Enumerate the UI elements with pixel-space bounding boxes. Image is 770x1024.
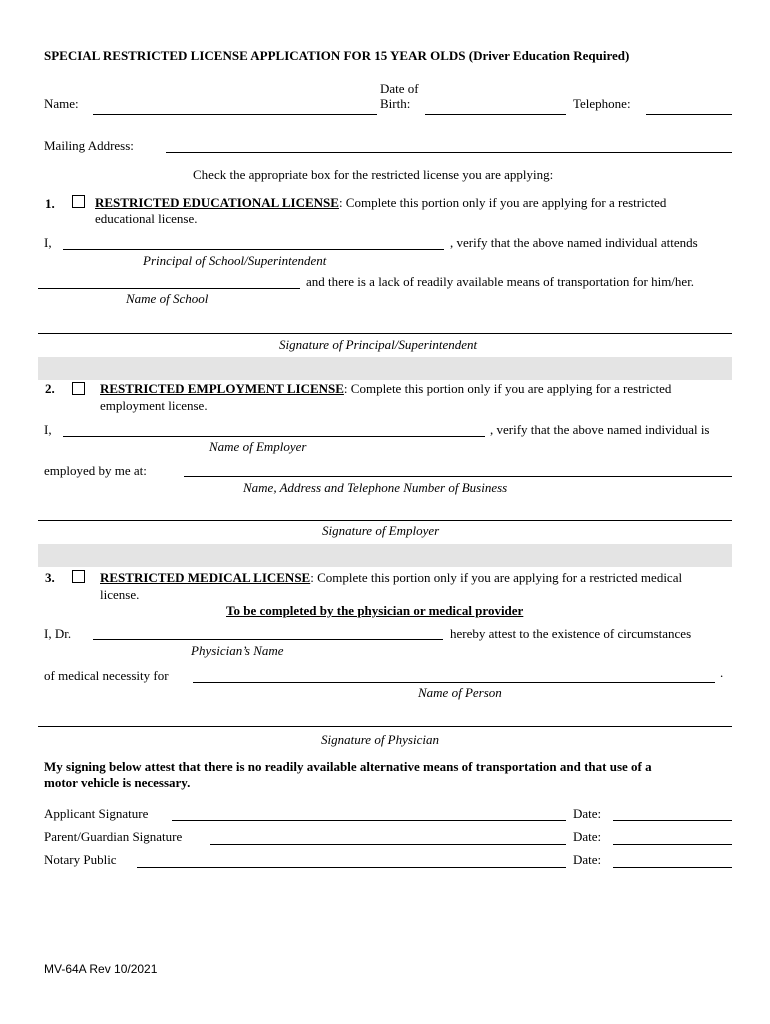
principal-signature-line[interactable] — [38, 333, 732, 334]
medical-description-cont: license. — [100, 587, 140, 602]
educational-license-heading: RESTRICTED EDUCATIONAL LICENSE — [95, 195, 339, 210]
applicant-date-input[interactable] — [613, 805, 732, 821]
educational-i-label: I, — [44, 235, 52, 250]
applicant-date-label: Date: — [573, 806, 602, 821]
patient-name-input[interactable] — [193, 667, 715, 683]
name-input[interactable] — [93, 99, 377, 115]
notary-date-input[interactable] — [613, 852, 732, 868]
employment-description-cont: employment license. — [100, 398, 208, 413]
applicant-signature-label: Applicant Signature — [44, 806, 149, 821]
business-info-input[interactable] — [184, 461, 732, 477]
telephone-input[interactable] — [646, 99, 732, 115]
principal-name-input[interactable] — [63, 234, 444, 250]
section-divider-band — [38, 357, 732, 380]
form-title: SPECIAL RESTRICTED LICENSE APPLICATION FOR 15 YEAR OLDS (Driver Education Required) — [44, 48, 630, 63]
notary-signature-input[interactable] — [137, 852, 566, 868]
physician-subheading: To be completed by the physician or medical provider — [226, 603, 524, 618]
employed-at-label: employed by me at: — [44, 463, 147, 478]
employment-license-checkbox[interactable] — [72, 382, 85, 395]
medical-license-checkbox[interactable] — [72, 570, 85, 583]
medical-license-heading: RESTRICTED MEDICAL LICENSE — [100, 570, 311, 585]
educational-verify-text: , verify that the above named individual attends — [450, 235, 698, 250]
sentence-period: . — [720, 665, 724, 680]
physician-signature-line[interactable] — [38, 726, 732, 727]
attest-text: hereby attest to the existence of circumstances — [450, 626, 692, 641]
name-label: Name: — [44, 96, 79, 111]
section-1-number: 1. — [45, 196, 55, 211]
physician-name-input[interactable] — [93, 624, 443, 640]
school-name-input[interactable] — [38, 273, 300, 289]
employer-name-input[interactable] — [63, 421, 485, 437]
mailing-address-label: Mailing Address: — [44, 138, 134, 153]
medical-heading-row — [100, 570, 682, 585]
educational-description-cont: educational license. — [95, 211, 198, 226]
dr-label: I, Dr. — [44, 626, 72, 641]
section-divider-band — [38, 544, 732, 567]
employer-signature-line[interactable] — [38, 520, 732, 521]
dob-label-line1: Date of — [380, 81, 419, 96]
employer-signature-caption: Signature of Employer — [322, 523, 440, 538]
educational-heading-row — [95, 195, 666, 210]
transportation-lack-text: and there is a lack of readily available means of transportation for him/her. — [306, 274, 695, 289]
form-revision-code: MV-64A Rev 10/2021 — [44, 962, 158, 976]
notary-label: Notary Public — [44, 852, 117, 867]
employment-description: : Complete this portion only if you are applying for a restricted — [343, 381, 672, 396]
employer-caption: Name of Employer — [209, 439, 307, 454]
employment-i-label: I, — [44, 422, 52, 437]
medical-description: : Complete this portion only if you are applying for a restricted medical — [310, 570, 683, 585]
section-2-number: 2. — [45, 381, 55, 396]
school-caption: Name of School — [126, 291, 209, 306]
telephone-label: Telephone: — [573, 96, 631, 111]
instruction-text: Check the appropriate box for the restricted license you are applying: — [193, 167, 554, 182]
dob-label-line2: Birth: — [380, 96, 411, 111]
principal-signature-caption: Signature of Principal/Superintendent — [279, 337, 478, 352]
employment-heading-row — [100, 381, 671, 396]
notary-date-label: Date: — [573, 852, 602, 867]
dob-input[interactable] — [425, 99, 566, 115]
employment-license-heading: RESTRICTED EMPLOYMENT LICENSE — [100, 381, 344, 396]
parent-date-input[interactable] — [613, 829, 732, 845]
section-3-number: 3. — [45, 570, 55, 585]
medical-necessity-label: of medical necessity for — [44, 668, 169, 683]
physician-caption: Physician’s Name — [191, 643, 284, 658]
employment-verify-text: , verify that the above named individual is — [490, 422, 710, 437]
parent-signature-input[interactable] — [210, 829, 566, 845]
mailing-address-input[interactable] — [166, 137, 732, 153]
principal-caption: Principal of School/Superintendent — [143, 253, 327, 268]
educational-description: : Complete this portion only if you are applying for a restricted — [338, 195, 667, 210]
physician-signature-caption: Signature of Physician — [321, 732, 439, 747]
attestation-line-2: motor vehicle is necessary. — [44, 775, 191, 790]
parent-signature-label: Parent/Guardian Signature — [44, 829, 183, 844]
parent-date-label: Date: — [573, 829, 602, 844]
business-caption: Name, Address and Telephone Number of Business — [243, 480, 508, 495]
educational-license-checkbox[interactable] — [72, 195, 85, 208]
person-caption: Name of Person — [418, 685, 502, 700]
attestation-line-1: My signing below attest that there is no readily available alternative means of transportation and that use of a — [44, 759, 652, 774]
applicant-signature-input[interactable] — [172, 805, 566, 821]
